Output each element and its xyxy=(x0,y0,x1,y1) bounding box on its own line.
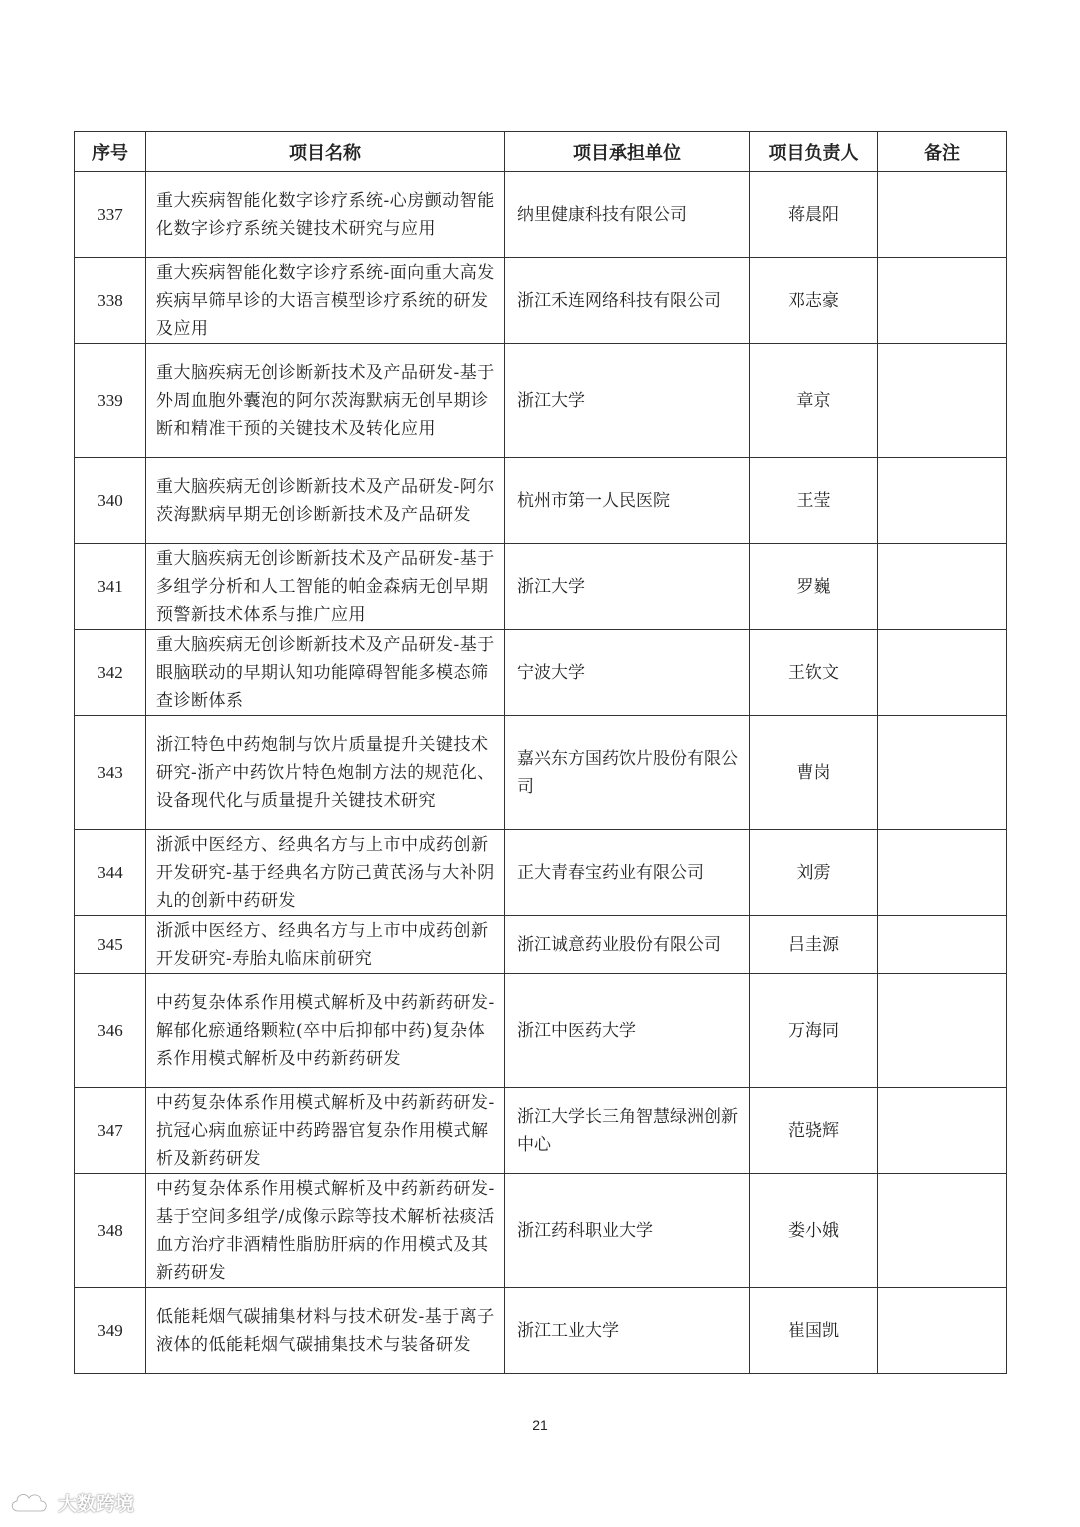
cell-project-name: 中药复杂体系作用模式解析及中药新药研发-解郁化瘀通络颗粒(卒中后抑郁中药)复杂体系作用模式解析及中药新药研发 xyxy=(146,974,505,1088)
header-unit: 项目承担单位 xyxy=(505,132,750,172)
page-number: 21 xyxy=(532,1417,548,1433)
cell-note xyxy=(878,172,1007,258)
table-row xyxy=(75,458,1007,544)
header-no: 序号 xyxy=(75,132,146,172)
table-row xyxy=(75,974,1007,1088)
cell-leader: 章京 xyxy=(750,344,878,458)
cell-unit: 浙江诚意药业股份有限公司 xyxy=(505,916,750,974)
cell-leader: 王钦文 xyxy=(750,630,878,716)
cell-project-name: 重大疾病智能化数字诊疗系统-面向重大高发疾病早筛早诊的大语言模型诊疗系统的研发及应用 xyxy=(146,258,505,344)
cell-note xyxy=(878,916,1007,974)
cell-no: 343 xyxy=(75,716,146,830)
cell-note xyxy=(878,1288,1007,1374)
cell-project-name: 低能耗烟气碳捕集材料与技术研发-基于离子液体的低能耗烟气碳捕集技术与装备研发 xyxy=(146,1288,505,1374)
cell-note xyxy=(878,1088,1007,1174)
table-row xyxy=(75,1174,1007,1288)
cell-unit: 正大青春宝药业有限公司 xyxy=(505,830,750,916)
cell-leader: 曹岗 xyxy=(750,716,878,830)
table-row xyxy=(75,1288,1007,1374)
cell-project-name: 中药复杂体系作用模式解析及中药新药研发-基于空间多组学/成像示踪等技术解析祛痰活血方治疗非酒精性脂肪肝病的作用模式及其新药研发 xyxy=(146,1174,505,1288)
cell-note xyxy=(878,544,1007,630)
cell-note xyxy=(878,258,1007,344)
cell-leader: 蒋晨阳 xyxy=(750,172,878,258)
cell-unit: 嘉兴东方国药饮片股份有限公司 xyxy=(505,716,750,830)
cell-unit: 浙江工业大学 xyxy=(505,1288,750,1374)
cell-unit: 宁波大学 xyxy=(505,630,750,716)
cell-unit: 纳里健康科技有限公司 xyxy=(505,172,750,258)
table-row xyxy=(75,258,1007,344)
cell-leader: 刘雳 xyxy=(750,830,878,916)
cell-project-name: 浙江特色中药炮制与饮片质量提升关键技术研究-浙产中药饮片特色炮制方法的规范化、设备现代化与质量提升关键技术研究 xyxy=(146,716,505,830)
cell-note xyxy=(878,344,1007,458)
cell-note xyxy=(878,630,1007,716)
cell-leader: 崔国凯 xyxy=(750,1288,878,1374)
cell-no: 337 xyxy=(75,172,146,258)
cell-project-name: 浙派中医经方、经典名方与上市中成药创新开发研究-寿胎丸临床前研究 xyxy=(146,916,505,974)
table-row xyxy=(75,630,1007,716)
cell-no: 341 xyxy=(75,544,146,630)
cell-leader: 罗巍 xyxy=(750,544,878,630)
table-header-row xyxy=(75,132,1007,172)
table-row xyxy=(75,716,1007,830)
cell-no: 342 xyxy=(75,630,146,716)
cell-no: 349 xyxy=(75,1288,146,1374)
cell-no: 338 xyxy=(75,258,146,344)
cell-unit: 浙江禾连网络科技有限公司 xyxy=(505,258,750,344)
header-note: 备注 xyxy=(878,132,1007,172)
cell-project-name: 浙派中医经方、经典名方与上市中成药创新开发研究-基于经典名方防己黄芪汤与大补阴丸的创新中药研发 xyxy=(146,830,505,916)
cell-no: 340 xyxy=(75,458,146,544)
cell-project-name: 重大脑疾病无创诊断新技术及产品研发-阿尔茨海默病早期无创诊断新技术及产品研发 xyxy=(146,458,505,544)
watermark-text: 大数跨境 xyxy=(58,1492,135,1515)
header-project-name: 项目名称 xyxy=(146,132,505,172)
cell-note xyxy=(878,1174,1007,1288)
cell-leader: 吕圭源 xyxy=(750,916,878,974)
cell-project-name: 重大脑疾病无创诊断新技术及产品研发-基于眼脑联动的早期认知功能障碍智能多模态筛查诊断体系 xyxy=(146,630,505,716)
cell-note xyxy=(878,716,1007,830)
table-row xyxy=(75,916,1007,974)
cell-no: 346 xyxy=(75,974,146,1088)
cell-leader: 娄小娥 xyxy=(750,1174,878,1288)
cell-leader: 邓志豪 xyxy=(750,258,878,344)
cell-no: 348 xyxy=(75,1174,146,1288)
header-leader: 项目负责人 xyxy=(750,132,878,172)
table-row xyxy=(75,1088,1007,1174)
cell-no: 339 xyxy=(75,344,146,458)
cell-note xyxy=(878,830,1007,916)
cell-no: 345 xyxy=(75,916,146,974)
cell-project-name: 重大脑疾病无创诊断新技术及产品研发-基于外周血胞外囊泡的阿尔茨海默病无创早期诊断和精准干预的关键技术及转化应用 xyxy=(146,344,505,458)
cell-unit: 浙江药科职业大学 xyxy=(505,1174,750,1288)
cell-project-name: 重大疾病智能化数字诊疗系统-心房颤动智能化数字诊疗系统关键技术研究与应用 xyxy=(146,172,505,258)
table-row xyxy=(75,172,1007,258)
cell-project-name: 中药复杂体系作用模式解析及中药新药研发-抗冠心病血瘀证中药跨器官复杂作用模式解析及新药研发 xyxy=(146,1088,505,1174)
cloud-logo-icon xyxy=(8,1487,52,1517)
project-table xyxy=(74,131,1007,1374)
table-row xyxy=(75,830,1007,916)
cell-unit: 浙江中医药大学 xyxy=(505,974,750,1088)
table-row xyxy=(75,544,1007,630)
cell-no: 344 xyxy=(75,830,146,916)
cell-note xyxy=(878,974,1007,1088)
cell-unit: 浙江大学 xyxy=(505,344,750,458)
cell-leader: 王莹 xyxy=(750,458,878,544)
cell-leader: 万海同 xyxy=(750,974,878,1088)
cell-unit: 浙江大学长三角智慧绿洲创新中心 xyxy=(505,1088,750,1174)
cell-note xyxy=(878,458,1007,544)
table-row xyxy=(75,344,1007,458)
cell-no: 347 xyxy=(75,1088,146,1174)
cell-project-name: 重大脑疾病无创诊断新技术及产品研发-基于多组学分析和人工智能的帕金森病无创早期预警新技术体系与推广应用 xyxy=(146,544,505,630)
cell-leader: 范骁辉 xyxy=(750,1088,878,1174)
watermark xyxy=(8,1485,134,1519)
cell-unit: 浙江大学 xyxy=(505,544,750,630)
cell-unit: 杭州市第一人民医院 xyxy=(505,458,750,544)
